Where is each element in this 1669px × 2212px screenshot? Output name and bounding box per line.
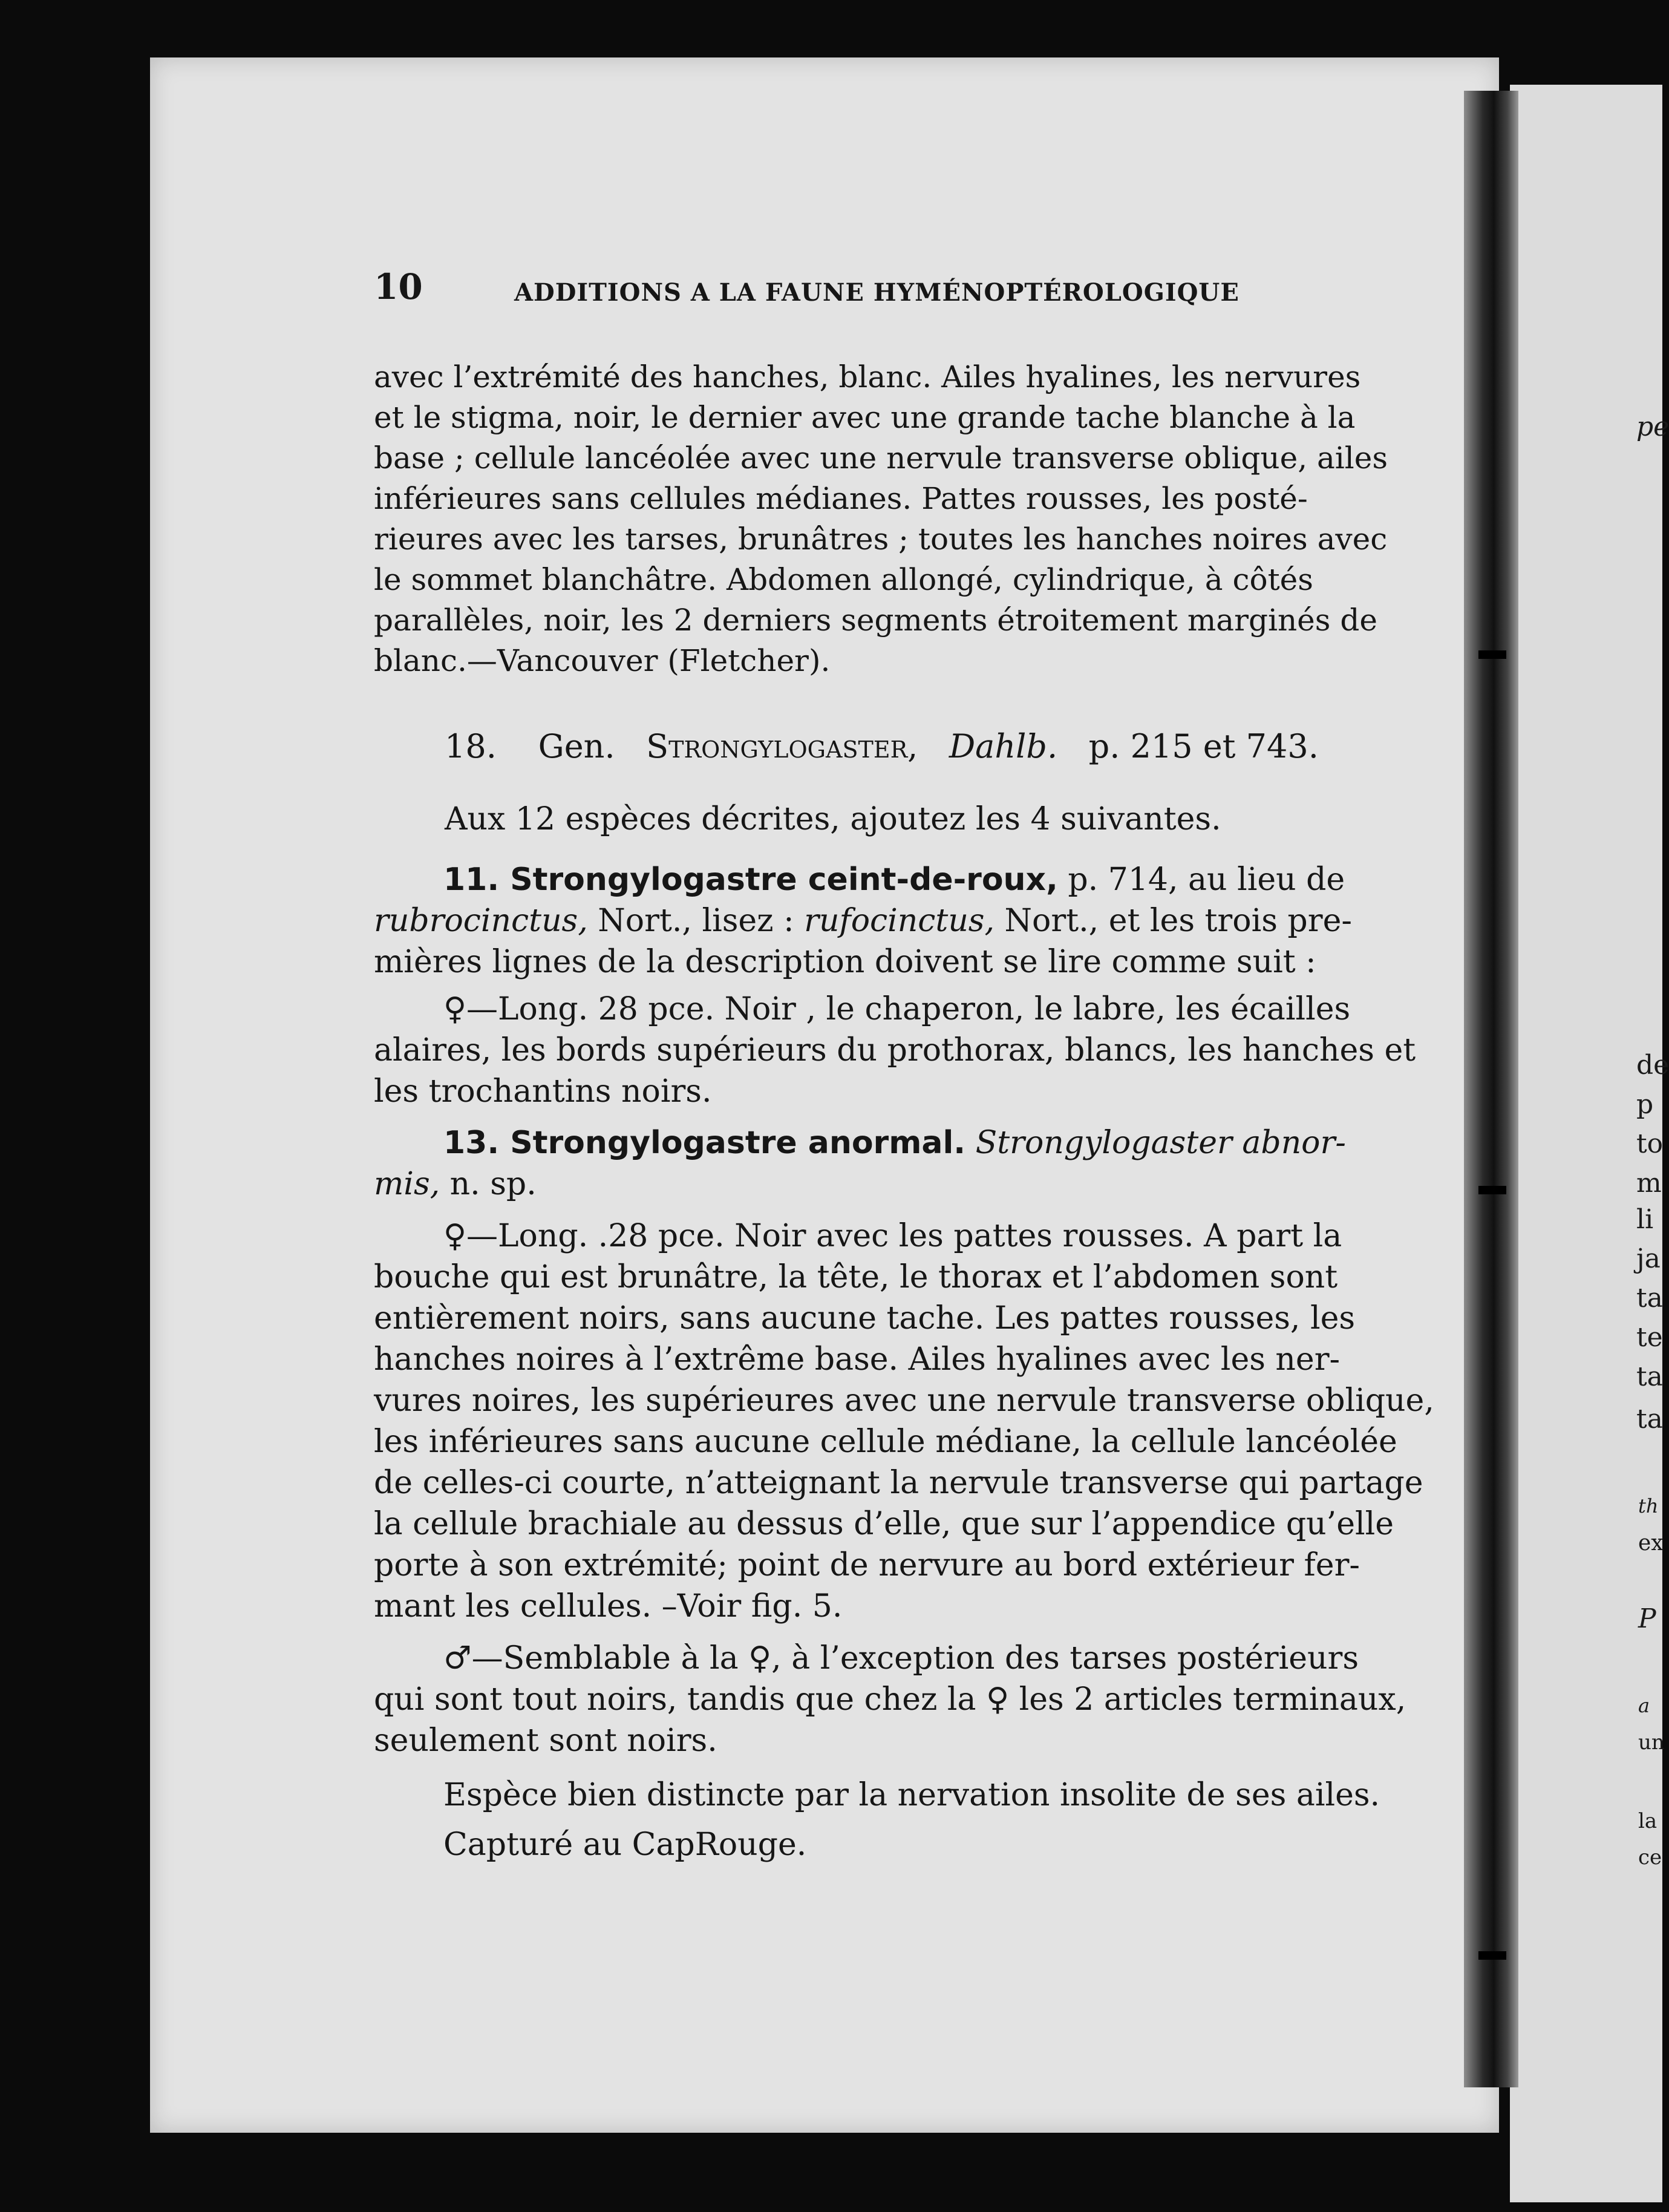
text-line: bouche qui est brunâtre, la tête, le thorax et l’abdomen sont: [374, 1259, 1338, 1295]
text-line: mant les cellules. –Voir fig. 5.: [374, 1588, 843, 1625]
binding-mark: [1478, 1186, 1506, 1194]
species-11-ref: p. 714, au lieu de: [1057, 862, 1345, 898]
text-line: avec l’extrémité des hanches, blanc. Ailes hyalines, les nervures: [374, 359, 1361, 394]
running-title: ADDITIONS A LA FAUNE HYMÉNOPTÉROLOGIQUE: [514, 278, 1240, 307]
next-page-fragment: p: [1636, 1089, 1654, 1120]
text-line: la cellule brachiale au dessus d’elle, que sur l’appendice qu’elle: [374, 1506, 1394, 1542]
gen-label: Gen.: [538, 727, 615, 765]
next-page-fragment: th: [1638, 1494, 1659, 1517]
text-line: rieures avec les tarses, brunâtres ; toutes les hanches noires avec: [374, 522, 1388, 557]
page-reference: p. 215 et 743.: [1088, 727, 1319, 765]
next-page-fragment: ta: [1636, 1404, 1663, 1435]
text-line: alaires, les bords supérieurs du prothorax, blancs, les hanches et: [374, 1032, 1416, 1068]
book-gutter: [1464, 91, 1518, 2087]
text-line: ♀—Long. .28 pce. Noir avec les pattes rousses. A part la: [443, 1218, 1342, 1254]
author-name: Dahlb.: [949, 727, 1058, 765]
text-line: ♂—Semblable à la ♀, à l’exception des tarses postérieurs: [443, 1640, 1359, 1677]
intro-line: Aux 12 espèces décrites, ajoutez les 4 suivantes.: [445, 801, 1221, 837]
text-line: et le stigma, noir, le dernier avec une grande tache blanche à la: [374, 400, 1356, 435]
latin-name: Strongylogaster abnor-: [965, 1125, 1346, 1161]
new-species-label: n. sp.: [440, 1166, 537, 1202]
text-line: porte à son extrémité; point de nervure au bord extérieur fer-: [374, 1547, 1360, 1583]
text-line: inférieures sans cellules médianes. Pattes rousses, les posté-: [374, 481, 1308, 516]
text-line: entièrement noirs, sans aucune tache. Les pattes rousses, les: [374, 1300, 1356, 1337]
paragraph-continuation: [374, 357, 1388, 681]
text-line: parallèles, noir, les 2 derniers segments étroitement marginés de: [374, 603, 1377, 638]
text-line: qui sont tout noirs, tandis que chez la ♀ les 2 articles terminaux,: [374, 1681, 1406, 1718]
next-page-fragment: un: [1638, 1730, 1665, 1755]
next-page-fragment: ex: [1638, 1531, 1664, 1556]
next-page-fragment: m: [1636, 1168, 1662, 1199]
species-11-heading-line: [374, 859, 1416, 900]
text-line: le sommet blanchâtre. Abdomen allongé, cylindrique, à côtés: [374, 562, 1313, 597]
text-span: Nort., et les trois pre-: [995, 903, 1352, 939]
text-line: hanches noires à l’extrême base. Ailes hyalines avec les ner-: [374, 1341, 1341, 1378]
next-page-fragment: a: [1638, 1694, 1650, 1717]
binding-mark: [1478, 650, 1506, 659]
text-line: mières lignes de la description doivent se lire comme suit :: [374, 944, 1316, 980]
next-page-fragment: ja: [1636, 1243, 1661, 1274]
next-page-fragment: de: [1636, 1050, 1669, 1081]
text-line: ♀—Long. 28 pce. Noir , le chaperon, le labre, les écailles: [443, 991, 1351, 1027]
section-heading-18: [445, 726, 1319, 767]
text-line: seulement sont noirs.: [374, 1723, 717, 1759]
page-number: 10: [374, 266, 423, 307]
text-line: [374, 900, 1416, 941]
next-page-fragment: ce: [1638, 1845, 1662, 1870]
text-line: Espèce bien distincte par la nervation insolite de ses ailes.: [443, 1777, 1380, 1813]
text-line: Capturé au CapRouge.: [443, 1827, 807, 1863]
text-line: blanc.—Vancouver (Fletcher).: [374, 643, 831, 678]
text-line: [374, 1163, 1434, 1205]
section-number: 18.: [445, 727, 497, 765]
species-11-block: [374, 859, 1416, 1112]
genus-name: Strongylogaster,: [646, 727, 918, 765]
latin-name: rubrocinctus,: [374, 903, 588, 939]
binding-mark: [1478, 1951, 1506, 1960]
next-page-fragment: ta: [1636, 1361, 1663, 1392]
next-page-fragment: ta: [1636, 1283, 1663, 1314]
text-line: base ; cellule lancéolée avec une nervule transverse oblique, ailes: [374, 440, 1388, 476]
next-page-fragment: P: [1638, 1603, 1656, 1634]
text-line: les inférieures sans aucune cellule médiane, la cellule lancéolée: [374, 1424, 1397, 1460]
next-page-fragment: pe: [1636, 411, 1669, 442]
text-line: les trochantins noirs.: [374, 1073, 712, 1110]
text-line: de celles-ci courte, n’atteignant la nervule transverse qui partage: [374, 1465, 1423, 1501]
next-page-fragment: li: [1636, 1204, 1654, 1235]
species-13-block: [374, 1122, 1434, 1865]
latin-name: rufocinctus,: [804, 903, 995, 939]
species-11-heading: 11. Strongylogastre ceint-de-roux,: [443, 862, 1058, 898]
text-span: Nort., lisez :: [587, 903, 805, 939]
next-page-fragment: to: [1636, 1128, 1664, 1159]
next-page-fragment: te: [1636, 1322, 1663, 1353]
species-13-heading-line: [374, 1122, 1434, 1163]
species-13-heading: 13. Strongylogastre anormal.: [443, 1125, 966, 1161]
text-line: vures noires, les supérieures avec une nervule transverse oblique,: [374, 1382, 1434, 1419]
latin-name: mis,: [374, 1166, 440, 1202]
next-page-fragment: la: [1638, 1809, 1658, 1833]
